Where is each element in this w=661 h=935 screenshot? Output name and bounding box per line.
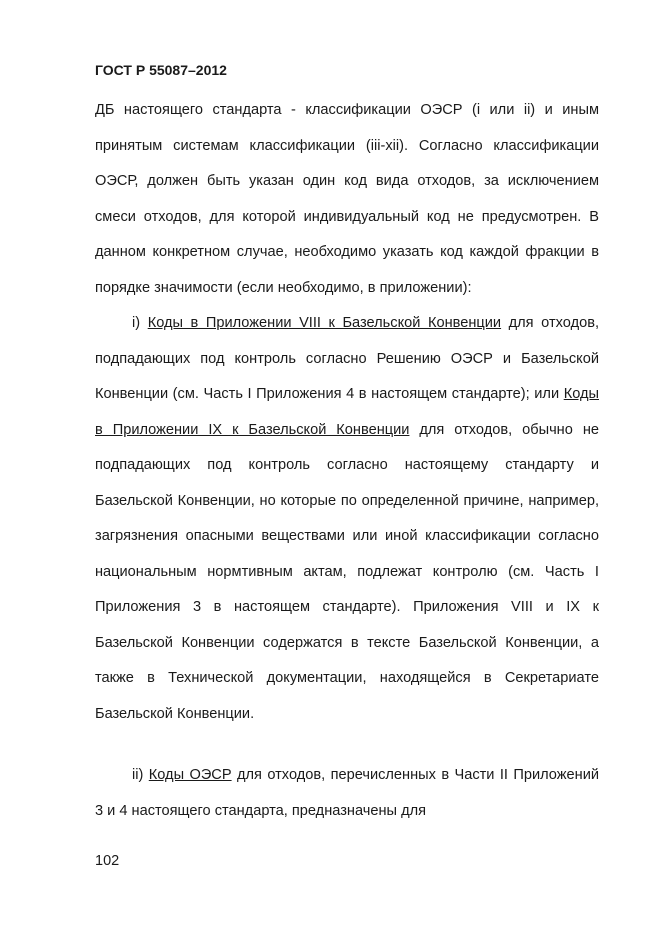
document-body <box>95 93 599 732</box>
list-marker-i: i) <box>132 315 141 331</box>
link-annex-ix-codes[interactable]: Коды в Приложении IX к Базельской Конвенции <box>95 386 599 438</box>
list-item-i <box>95 306 599 732</box>
list-item-ii <box>95 758 599 829</box>
paragraph-intro: ДБ настоящего стандарта - классификации ОЭСР (i или ii) и иным принятым системам классификации (iii-xii). Согласно классификации ОЭСР, должен быть указан один код вида отходов, за исключением смеси отходов, для которой индивидуальный код не предусмотрен. В данном конкретном случае, необходимо указать код каждой фракции в порядке значимости (если необходимо, в приложении): <box>95 102 599 296</box>
document-body-continued <box>95 758 599 829</box>
standard-header: ГОСТ Р 55087–2012 <box>95 62 227 78</box>
item-ii-text: для отходов, перечисленных в Части II Приложений 3 и 4 настоящего стандарта, предназначены для <box>95 767 599 819</box>
item-i-text-2: для отходов, обычно не подпадающих под контроль согласно настоящему стандарту и Базельской Конвенции, но которые по определенной причине, например, загрязнения опасными веществами или иной классификации согласно национальным нормтивным актам, подлежат контролю (см. Часть I Приложения 3 в настоящем стандарте). Приложения VIII и IX к Базельской Конвенции содержатся в тексте Базельской Конвенции, а также в Технической документации, находящейся в Секретариате Базельской Конвенции. <box>95 421 599 722</box>
item-i-text-1: для отходов, подпадающих под контроль согласно Решению ОЭСР и Базельской Конвенции (см. Часть I Приложения 4 в настоящем стандарте); или <box>95 315 600 402</box>
list-marker-ii: ii) <box>132 767 144 783</box>
link-oecd-codes[interactable]: Коды ОЭСР <box>148 767 232 783</box>
link-annex-viii-codes[interactable]: Коды в Приложении VIII к Базельской Конвенции <box>147 315 502 331</box>
page-number: 102 <box>95 853 120 869</box>
